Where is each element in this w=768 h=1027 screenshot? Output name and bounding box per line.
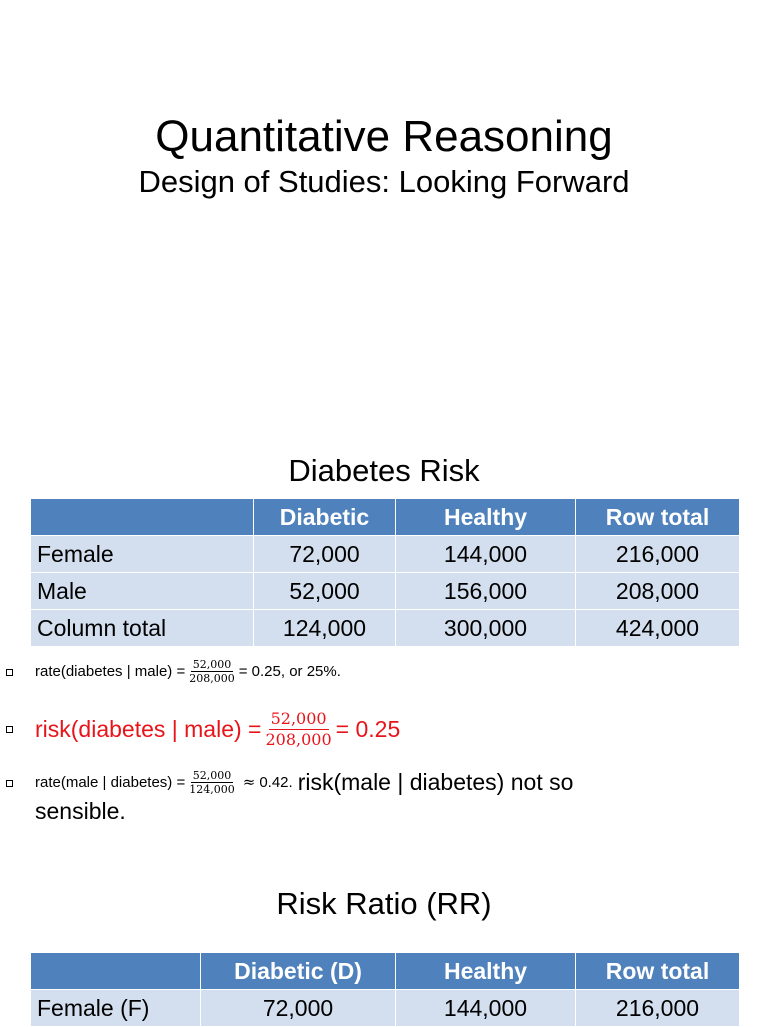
column-header: Diabetic (D) (201, 953, 396, 990)
fraction (265, 709, 331, 750)
column-header: Row total (576, 499, 740, 536)
table-cell: 300,000 (396, 610, 576, 647)
fraction-numerator: 52,000 (192, 657, 232, 671)
table-cell: 144,000 (396, 990, 576, 1027)
table-cell: 144,000 (396, 536, 576, 573)
row-label: Female (31, 536, 254, 573)
bullet-text: rate(diabetes | male) = (35, 662, 186, 680)
column-header: Healthy (396, 953, 576, 990)
table-cell: 156,000 (396, 573, 576, 610)
table-row (31, 990, 740, 1027)
table-header-row (31, 499, 740, 536)
column-header: Row total (576, 953, 740, 990)
bullet-risk-diabetes-given-male (35, 705, 400, 753)
page-title: Quantitative Reasoning (155, 112, 613, 161)
square-bullet-icon (6, 669, 13, 676)
fraction (189, 769, 235, 796)
bullet-text: risk(male | diabetes) not so (297, 768, 574, 795)
bullet-rate-diabetes-given-male (35, 653, 341, 689)
table-cell: 124,000 (254, 610, 396, 647)
column-header: Healthy (396, 499, 576, 536)
fraction-denominator: 124,000 (189, 782, 235, 796)
page-subtitle: Design of Studies: Looking Forward (138, 164, 630, 199)
column-header (31, 499, 254, 536)
fraction-numerator: 52,000 (192, 768, 232, 782)
column-header: Diabetic (254, 499, 396, 536)
table-row (31, 536, 740, 573)
risk-ratio-table (30, 952, 740, 1027)
fraction-denominator: 208,000 (189, 671, 235, 685)
bullet-continuation: sensible. (35, 798, 126, 824)
fraction (189, 658, 235, 685)
bullet-text: rate(male | diabetes) = (35, 773, 186, 791)
row-label: Column total (31, 610, 254, 647)
bullet-rate-male-given-diabetes (35, 764, 573, 800)
section-title-risk-ratio: Risk Ratio (RR) (276, 886, 492, 921)
bullet-text: = 0.25, or 25%. (238, 662, 341, 680)
fraction-numerator: 52,000 (270, 708, 327, 728)
table-cell: 216,000 (576, 990, 740, 1027)
table-row (31, 610, 740, 647)
table-cell: 72,000 (201, 990, 396, 1027)
table-row (31, 573, 740, 610)
table-cell: 208,000 (576, 573, 740, 610)
table-cell: 72,000 (254, 536, 396, 573)
table-cell: 52,000 (254, 573, 396, 610)
table-cell: 424,000 (576, 610, 740, 647)
fraction-denominator: 208,000 (265, 729, 332, 749)
bullet-text: risk(diabetes | male) = (35, 715, 262, 742)
approx-symbol: ≈ (242, 773, 256, 791)
table-cell: 216,000 (576, 536, 740, 573)
row-label: Male (31, 573, 254, 610)
square-bullet-icon (6, 780, 13, 787)
section-title-diabetes-risk: Diabetes Risk (288, 453, 480, 488)
column-header (31, 953, 201, 990)
bullet-text: 0.42. (259, 773, 293, 791)
table-header-row (31, 953, 740, 990)
diabetes-risk-table (30, 498, 740, 647)
row-label: Female (F) (31, 990, 201, 1027)
square-bullet-icon (6, 726, 13, 733)
bullet-text: = 0.25 (335, 715, 401, 742)
